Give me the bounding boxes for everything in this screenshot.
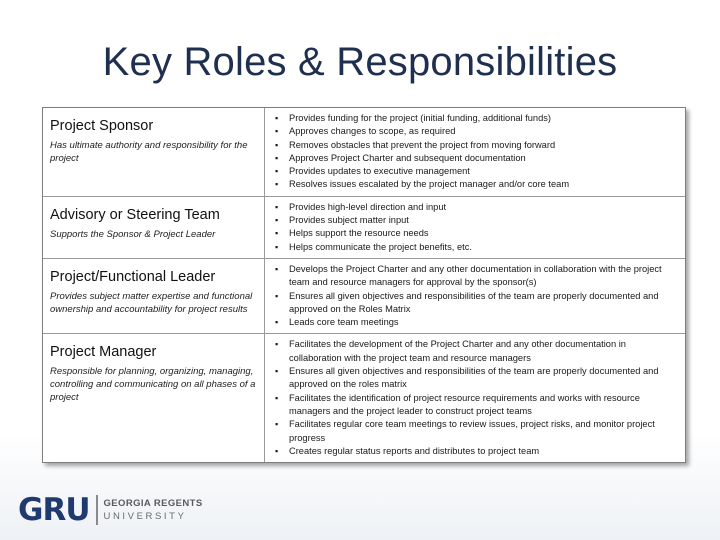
list-item	[275, 125, 679, 138]
list-item	[275, 241, 679, 254]
list-item	[275, 392, 679, 419]
responsibilities-list	[275, 112, 679, 192]
bullet-icon: ▪	[275, 445, 279, 456]
bullet-icon: ▪	[275, 113, 279, 123]
responsibilities-list	[275, 201, 679, 254]
responsibility-text: Creates regular status reports and distributes to project team	[289, 445, 540, 456]
responsibility-text: Helps communicate the project benefits, etc.	[289, 241, 472, 252]
role-description: Has ultimate authority and responsibility for the project	[50, 140, 248, 164]
list-item	[275, 290, 679, 317]
responsibility-text: Provides high-level direction and input	[289, 201, 447, 212]
responsibilities-list	[275, 338, 679, 458]
bullet-icon: ▪	[275, 139, 279, 150]
responsibility-text: Ensures all given objectives and responsibilities of the team are properly documented and approved on the roles matrix	[289, 366, 659, 390]
bullet-icon: ▪	[275, 201, 279, 212]
university-logo	[18, 493, 203, 527]
bullet-icon: ▪	[275, 228, 279, 239]
role-row	[43, 108, 685, 197]
roles-table	[42, 107, 686, 463]
list-item	[275, 365, 679, 392]
responsibility-text: Facilitates regular core team meetings to review issues, project risks, and monitor project progress	[289, 419, 655, 443]
role-row	[43, 197, 685, 259]
role-description: Provides subject matter expertise and functional ownership and accountability for project results	[50, 290, 253, 315]
list-item	[275, 152, 679, 165]
logo-divider	[96, 495, 98, 525]
responsibility-text: Facilitates the identification of project resource requirements and works with resource managers and the project leader to construct project teams	[289, 392, 640, 416]
slide-title: Key Roles & Responsibilities	[102, 40, 618, 84]
bullet-icon: ▪	[275, 392, 279, 403]
bullet-icon: ▪	[275, 179, 279, 190]
responsibility-text: Removes obstacles that prevent the project from moving forward	[289, 139, 556, 150]
responsibility-text: Ensures all given objectives and responsibilities of the team are properly documented and approved on the Roles Matrix	[289, 290, 659, 314]
responsibility-text: Facilitates the development of the Project Charter and any other documentation in collaboration with the project team and resource managers	[289, 339, 626, 363]
list-item	[275, 263, 679, 290]
role-row	[43, 259, 685, 334]
list-item	[275, 165, 679, 178]
role-cell	[43, 197, 265, 258]
logo-mark: GRU	[18, 492, 90, 528]
list-item	[275, 316, 679, 329]
responsibility-text: Provides funding for the project (initial funding, additional funds)	[289, 113, 552, 123]
role-cell	[43, 334, 265, 462]
bullet-icon: ▪	[275, 366, 279, 377]
logo-text	[104, 498, 203, 522]
logo-line1: GEORGIA REGENTS	[103, 498, 203, 509]
role-cell	[43, 259, 265, 333]
responsibility-text: Provides updates to executive management	[289, 166, 470, 177]
bullet-icon: ▪	[275, 263, 279, 274]
responsibility-text: Leads core team meetings	[289, 317, 399, 328]
role-name: Advisory or Steering Team	[50, 206, 220, 223]
bullet-icon: ▪	[275, 152, 279, 163]
list-item	[275, 418, 679, 445]
responsibilities-cell	[265, 334, 685, 462]
role-row	[43, 334, 685, 462]
bullet-icon: ▪	[275, 166, 279, 177]
role-name: Project Sponsor	[50, 118, 154, 134]
role-cell	[43, 108, 265, 196]
bullet-icon: ▪	[275, 317, 279, 328]
responsibilities-cell	[265, 197, 685, 258]
bullet-icon: ▪	[275, 241, 279, 252]
list-item	[275, 227, 679, 240]
responsibilities-cell	[265, 259, 685, 333]
bullet-icon: ▪	[275, 290, 279, 301]
role-description: Responsible for planning, organizing, managing, controlling and communicating on all phases of a project	[50, 366, 256, 404]
list-item	[275, 201, 679, 214]
responsibility-text: Approves Project Charter and subsequent documentation	[289, 152, 526, 163]
responsibility-text: Resolves issues escalated by the project manager and/or core team	[289, 179, 570, 190]
list-item	[275, 214, 679, 227]
responsibility-text: Provides subject matter input	[289, 215, 409, 226]
list-item	[275, 112, 679, 125]
role-name: Project/Functional Leader	[50, 268, 216, 285]
bullet-icon: ▪	[275, 339, 279, 350]
bullet-icon: ▪	[275, 419, 279, 430]
list-item	[275, 139, 679, 152]
logo-line2: UNIVERSITY	[103, 511, 187, 522]
bullet-icon: ▪	[275, 126, 279, 137]
bullet-icon: ▪	[275, 215, 279, 226]
list-item	[275, 178, 679, 191]
list-item	[275, 445, 679, 458]
responsibility-text: Helps support the resource needs	[289, 228, 429, 239]
role-name: Project Manager	[50, 344, 157, 361]
responsibility-text: Approves changes to scope, as required	[289, 126, 456, 137]
role-description: Supports the Sponsor & Project Leader	[50, 228, 216, 240]
responsibilities-cell	[265, 108, 685, 196]
list-item	[275, 338, 679, 365]
responsibility-text: Develops the Project Charter and any other documentation in collaboration with the project team and resource managers for approval by the sponsor(s)	[289, 263, 662, 288]
responsibilities-list	[275, 263, 679, 329]
